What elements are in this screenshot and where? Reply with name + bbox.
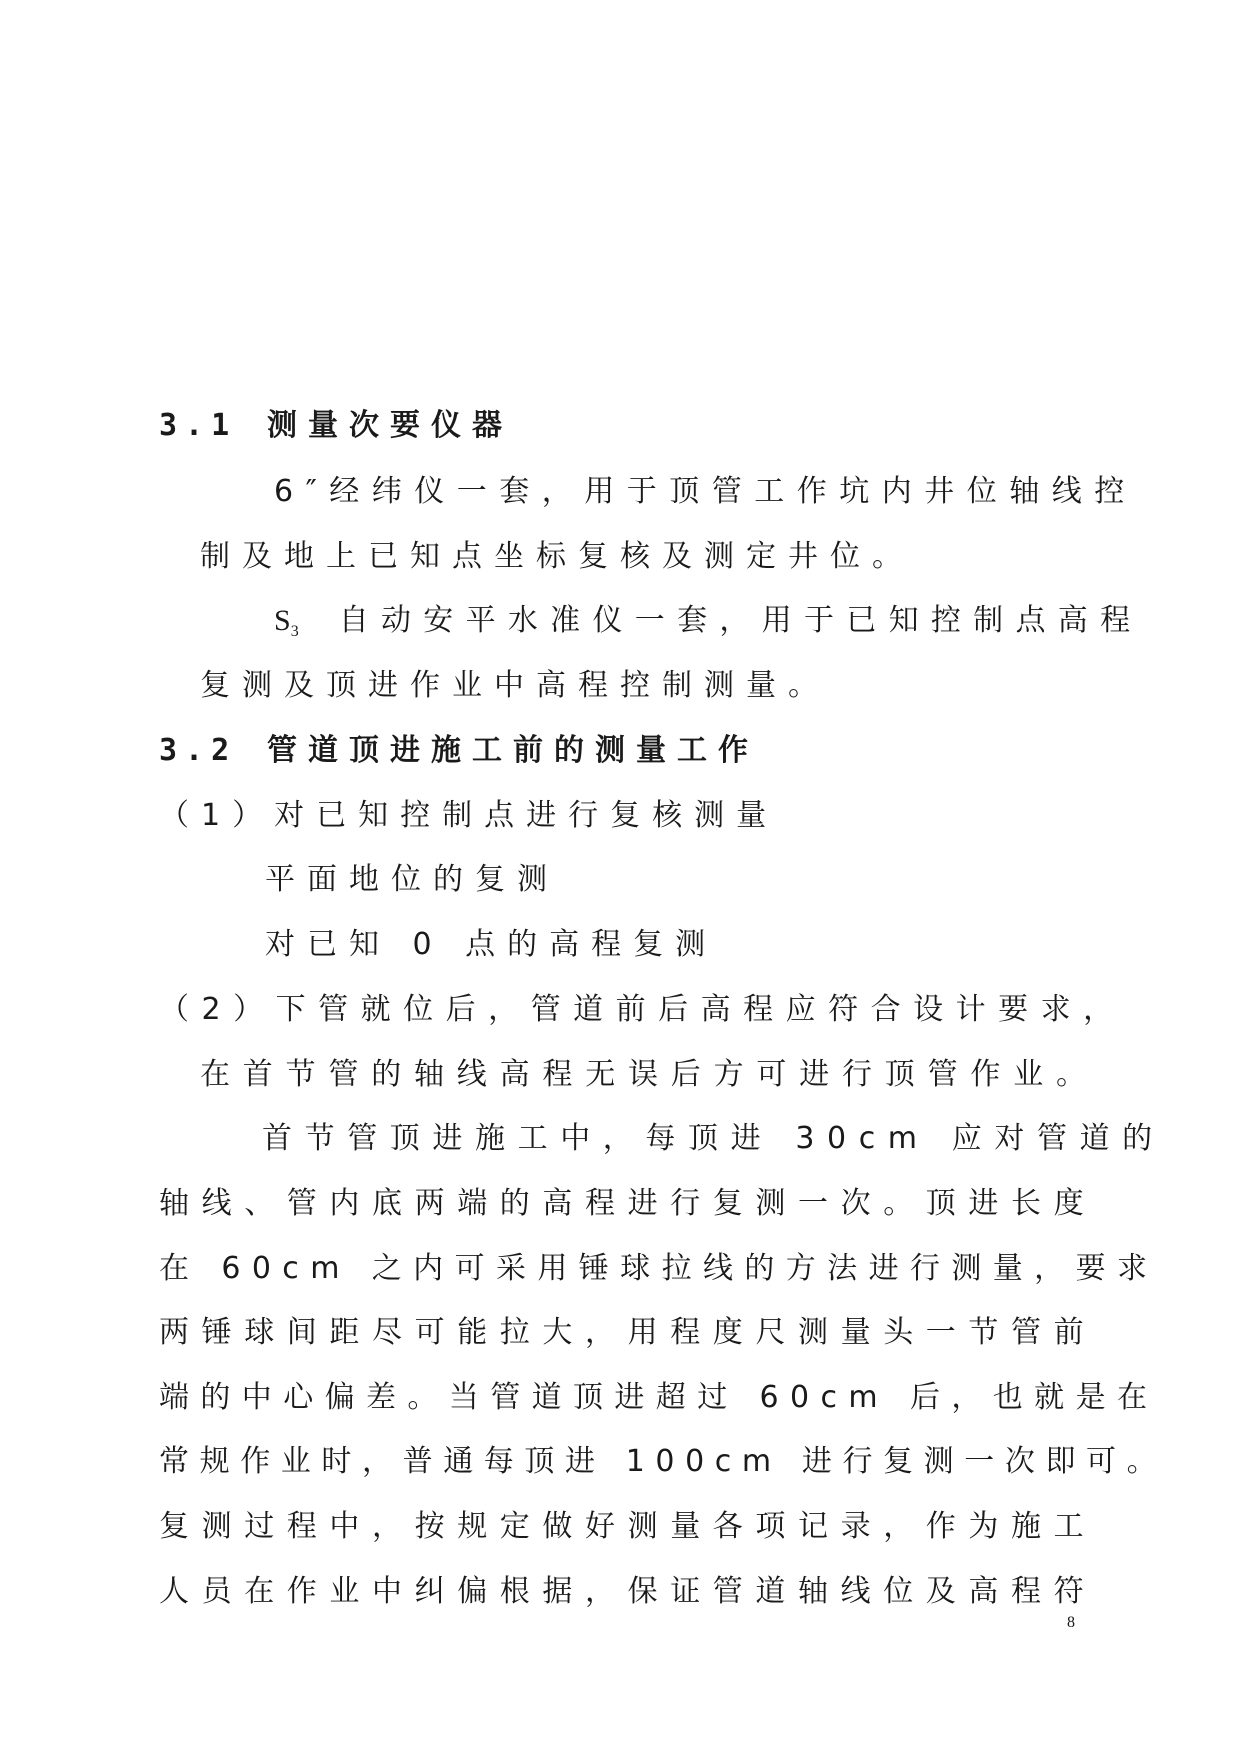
s3-symbol — [274, 604, 299, 640]
list-item-2: （2）下管就位后，管道前后高程应符合设计要求， — [159, 992, 1126, 1027]
sub-item: 对已知 0 点的高程复测 — [265, 927, 718, 962]
section-heading-3-1 — [159, 406, 513, 446]
list-item-1: （1）对已知控制点进行复核测量 — [159, 798, 779, 833]
paragraph-line: 轴线、管内底两端的高程进行复测一次。顶进长度 — [159, 1186, 1097, 1221]
paragraph-line: 人员在作业中纠偏根据，保证管道轴线位及高程符 — [159, 1574, 1097, 1609]
paragraph-line — [274, 601, 1142, 652]
section-title: 测量次要仪器 — [267, 408, 513, 443]
symbol-subscript: 3 — [290, 623, 299, 640]
paragraph-text: 自动安平水准仪一套，用于已知控制点高程 — [338, 603, 1143, 638]
section-number: 3.2 — [159, 733, 238, 768]
section-heading-3-2 — [159, 731, 759, 771]
paragraph-line: 首节管顶进施工中，每顶进 30cm 应对管道的 — [262, 1121, 1165, 1156]
page-number: 8 — [1067, 1614, 1075, 1631]
paragraph-line: 两锤球间距尽可能拉大，用程度尺测量头一节管前 — [159, 1315, 1097, 1350]
symbol-letter: S — [274, 604, 291, 637]
paragraph-line: 端的中心偏差。当管道顶进超过 60cm 后，也就是在 — [159, 1380, 1159, 1415]
paragraph-line: 在首节管的轴线高程无误后方可进行顶管作业。 — [200, 1057, 1099, 1092]
paragraph-line: 复测过程中，按规定做好测量各项记录，作为施工 — [159, 1509, 1097, 1544]
paragraph-line: 制及地上已知点坐标复核及测定井位。 — [200, 539, 914, 574]
paragraph-line: 在 60cm 之内可采用锤球拉线的方法进行测量，要求 — [159, 1251, 1159, 1286]
paragraph-line: 6″经纬仪一套，用于顶管工作坑内井位轴线控 — [274, 474, 1137, 509]
section-number: 3.1 — [159, 408, 238, 443]
sub-item: 平面地位的复测 — [265, 862, 559, 897]
paragraph-line: 复测及顶进作业中高程控制测量。 — [200, 668, 830, 703]
paragraph-line: 常规作业时，普通每顶进 100cm 进行复测一次即可。 — [159, 1444, 1168, 1479]
section-title: 管道顶进施工前的测量工作 — [267, 733, 759, 768]
